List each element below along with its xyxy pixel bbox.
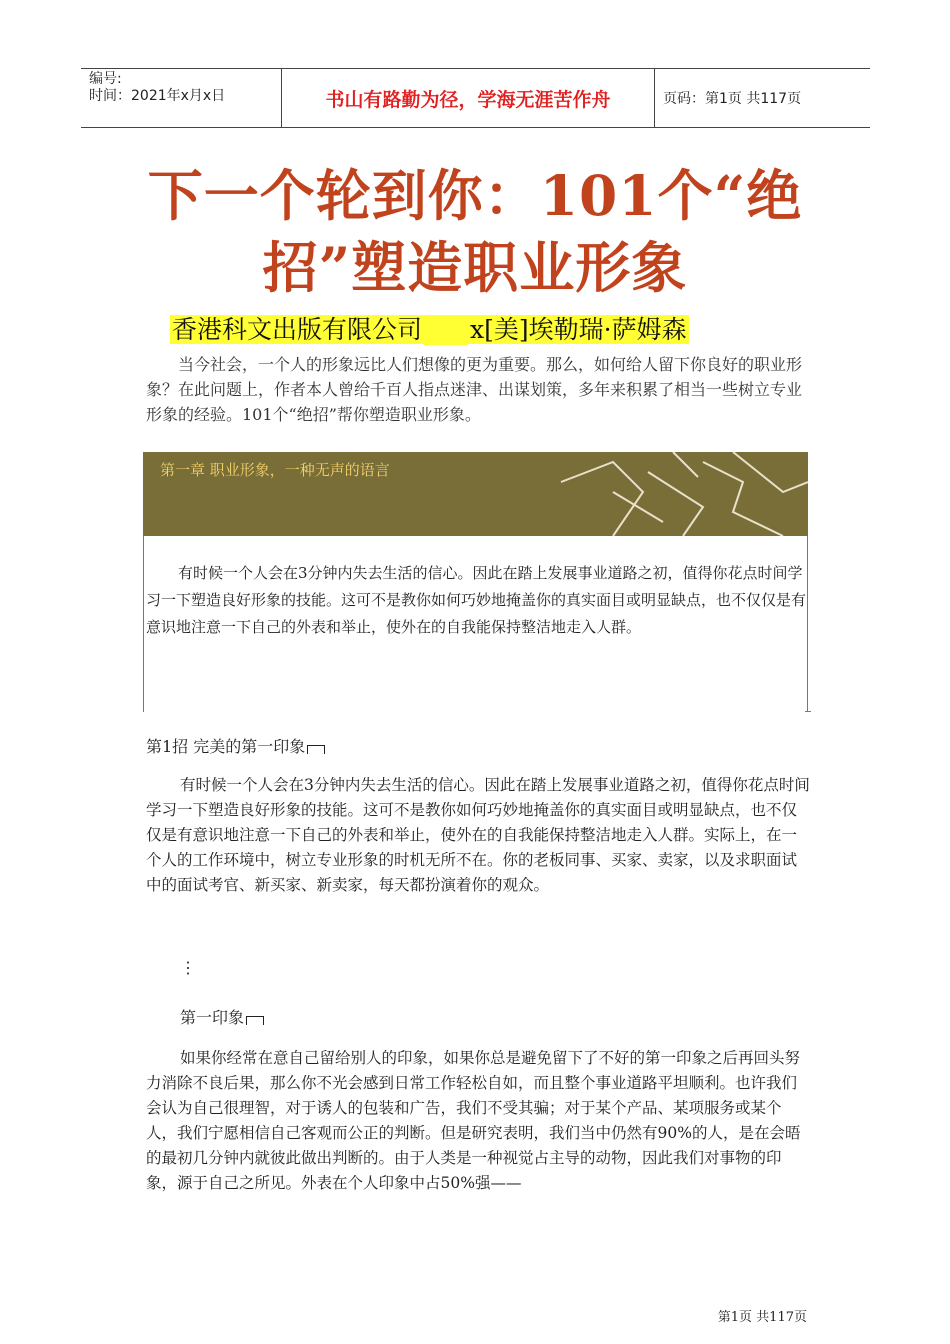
intro-paragraph: 当今社会，一个人的形象远比人们想像的更为重要。那么，如何给人留下你良好的职业形象？在此问题上，作者本人曾给千百人指点迷津、出谋划策，多年来积累了相当一些树立专业形象的经验。101个“绝招”帮你塑造职业形象。 [146,355,803,424]
subtitle [170,315,689,345]
number-label: 编号: [89,71,122,87]
document-title: 下一个轮到你：101个“绝招”塑造职业形象 [147,163,803,300]
subtitle-gap [424,315,468,345]
frame-tick [805,711,811,712]
time-label: 时间：2021年x月x日 [89,88,226,104]
chapter-label: 第一章 职业形象，一种无声的语言 [160,461,390,479]
header-table [81,68,870,128]
header-motto: 书山有路勤为径，学海无涯苦作舟 [282,69,655,127]
header-page-info: 页码：第1页 共117页 [663,91,802,107]
section2-body: 如果你经常在意自己留给别人的印象，如果你总是避免留下了不好的第一印象之后再回头努力消除不良后果，那么你不光会感到日常工作轻松自如，而且整个事业道路平坦顺利。也许我们会认为自己很理智，对于诱人的包装和广告，我们不受其骗；对于某个产品、某项服务或某个人，我们宁愿相信自己客观而公正的判断。但是研究表明，我们当中仍然有90%的人，是在会晤的最初几分钟内就彼此做出判断的。由于人类是一种视觉占主导的动物，因此我们对事物的印象，源于自己之所见。外表在个人印象中占50%强—— [146,1049,801,1192]
chapter-banner [143,452,808,536]
chapter-body: 有时候一个人会在3分钟内失去生活的信心。因此在踏上发展事业道路之初，值得你花点时间学习一下塑造良好形象的技能。这可不是教你如何巧妙地掩盖你的真实面目或明显缺点，也不仅仅是有意识地注意一下自己的外表和举止，使外在的自我能保持整洁地走入人群。 [146,564,807,636]
page-footer: 第1页 共117页 [717,1310,807,1325]
ellipsis-mark: ⋮ [180,958,196,977]
heading-mark-icon [246,1016,264,1025]
section1-heading [146,734,325,757]
section1-heading-text: 第1招 完美的第一印象 [146,737,306,756]
header-meta [81,69,282,127]
section2-heading-text: 第一印象 [180,1008,245,1027]
author: x[美]埃勒瑞·萨姆森 [470,315,687,344]
section1-body: 有时候一个人会在3分钟内失去生活的信心。因此在踏上发展事业道路之初，值得你花点时间学习一下塑造良好形象的技能。这可不是教你如何巧妙地掩盖你的真实面目或明显缺点，也不仅仅是有意识地注意一下自己的外表和举止，使外在的自我能保持整洁地走入人群。实际上，在一个人的工作环境中，树立专业形象的时机无所不在。你的老板同事、买家、卖家，以及求职面试中的面试考官、新买家、新卖家，每天都扮演着你的观众。 [146,776,810,894]
heading-mark-icon [307,745,325,754]
chapter-frame [143,536,808,712]
publisher: 香港科文出版有限公司 [172,315,423,344]
section2-heading [180,1005,264,1028]
